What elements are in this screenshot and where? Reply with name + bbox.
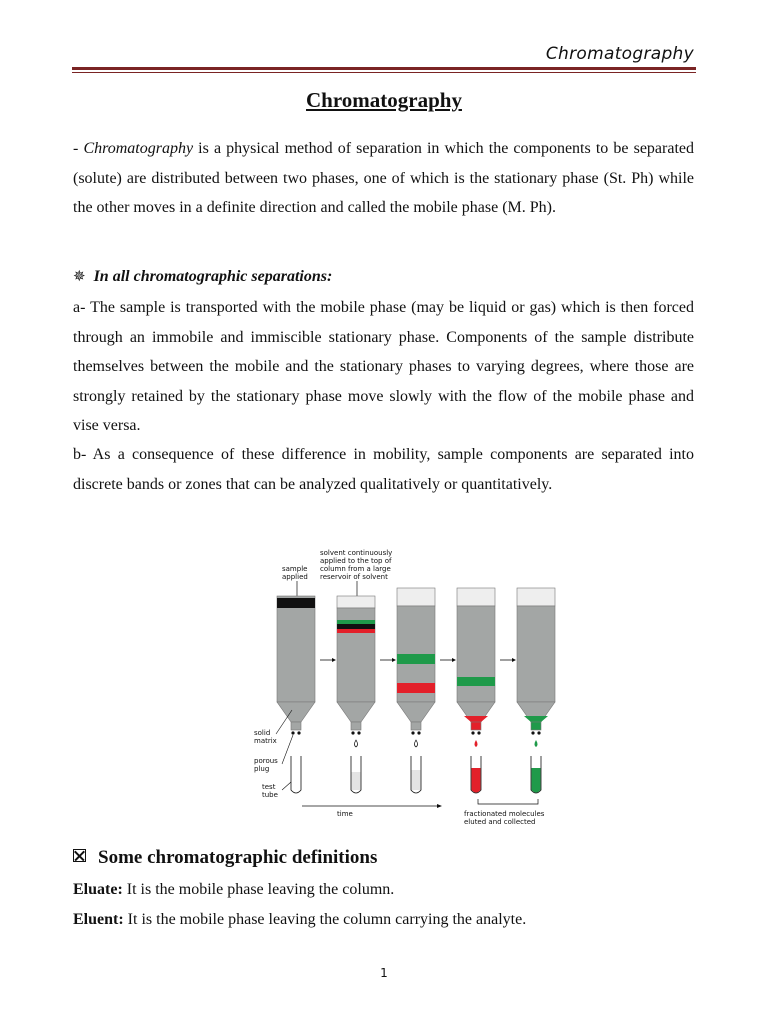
running-header-title: Chromatography [545, 44, 694, 64]
solvent-label-2: applied to the top of [320, 557, 392, 565]
column-1 [277, 596, 315, 793]
column-chromatography-figure [252, 544, 564, 830]
definitions-heading-text: Some chromatographic definitions [98, 847, 378, 868]
collected-label-2: eluted and collected [464, 818, 536, 826]
eluent-text: It is the mobile phase leaving the column carrying the analyte. [123, 911, 527, 928]
intro-paragraph [73, 134, 694, 223]
section-heading [73, 267, 332, 286]
section-heading-text: In all chromatographic separations: [93, 268, 333, 285]
tube-label-1: test [262, 783, 276, 791]
matrix-label-1: solid [254, 729, 271, 737]
time-label: time [337, 810, 353, 818]
eluate-term: Eluate: [73, 881, 123, 898]
solvent-label-1: solvent continuously [320, 549, 393, 557]
matrix-label-2: matrix [254, 737, 277, 745]
plug-label-1: porous [254, 757, 278, 765]
point-a-paragraph: a- The sample is transported with the mobile phase (may be liquid or gas) which is then forced through an immobile and immiscible stationary phase. Components of the sample distribute themselves between the mobile and the stationary phases to varying degrees, where those are strongly retained by the stationary phase move slowly with the flow of the mobile phase and vise versa. [73, 299, 694, 434]
intro-dash: - [73, 140, 84, 157]
column-4 [457, 588, 495, 793]
tube-label-2: tube [262, 791, 278, 799]
header-rule [72, 67, 696, 70]
page-title: Chromatography [306, 88, 462, 112]
column-2 [337, 596, 375, 793]
header-rule-thin [72, 72, 696, 73]
eluent-term: Eluent: [73, 911, 124, 928]
column-5 [517, 588, 555, 793]
column-3 [397, 588, 435, 793]
eluate-definition [73, 881, 394, 899]
star-bullet-icon: ✵ [73, 269, 86, 285]
intro-term: Chromatography [83, 140, 194, 157]
intro-text: is a physical method of separation in which the components to be separated (solute) are distributed between two phases, one of which is the stationary phase (St. Ph) while the other moves in a definite direction and called the mobile phase (M. Ph). [73, 140, 695, 216]
sample-label-2: applied [282, 573, 308, 581]
eluent-definition [73, 911, 526, 929]
plug-label-2: plug [254, 765, 270, 773]
page-number: 1 [380, 966, 388, 980]
solvent-label-4: reservoir of solvent [320, 573, 388, 581]
checkbox-x-icon [73, 849, 86, 862]
eluate-text: It is the mobile phase leaving the column. [122, 881, 395, 898]
sample-label-1: sample [282, 565, 308, 573]
point-b-paragraph: b- As a consequence of these difference in mobility, sample components are separated into discrete bands or zones that can be analyzed qualitatively or quantitatively. [73, 446, 694, 493]
solvent-label-3: column from a large [320, 565, 391, 573]
collected-label-1: fractionated molecules [464, 810, 545, 818]
definitions-heading [73, 847, 377, 869]
